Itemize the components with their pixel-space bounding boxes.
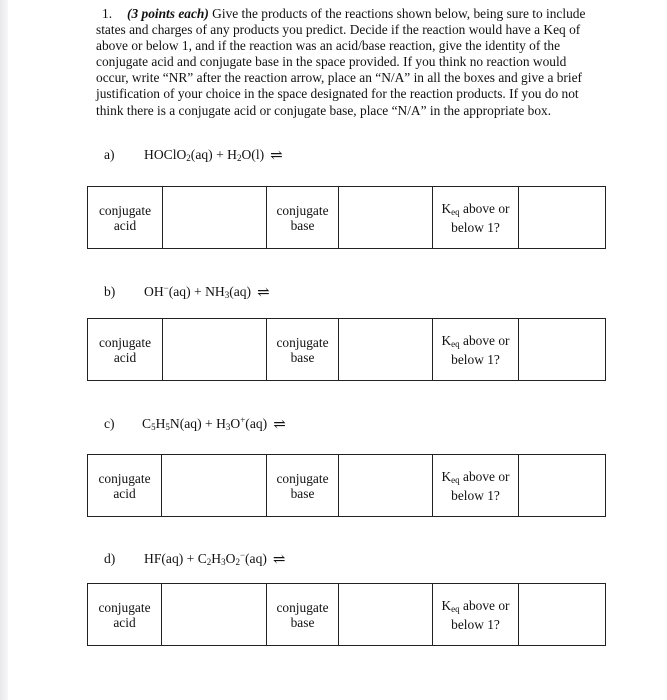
part-letter: b) — [104, 284, 116, 299]
conjugate-acid-label: conjugate acid — [88, 584, 162, 646]
conjugate-base-answer-box[interactable] — [339, 187, 433, 249]
question-number: 1. — [102, 6, 113, 21]
keq-answer-box[interactable] — [519, 455, 606, 517]
conjugate-acid-answer-box[interactable] — [162, 584, 267, 646]
part-d-reaction — [104, 550, 286, 569]
keq-answer-box[interactable] — [519, 584, 606, 646]
part-a-reaction — [104, 146, 283, 165]
answer-table-a — [87, 186, 606, 249]
question-body: Give the products of the reactions shown below, being sure to include states and charges of any products you predict. Decide if the reaction would have a Keq of above or below 1, and if the reaction was an acid/base reaction, give the identity of the conjugate acid and conjugate base in the space provided. If you think no reaction would occur, write “NR” after the reaction arrow, place an “N/A” in all the boxes and give a brief justification of your choice in the space designated for the reaction products. If you do not think there is a conjugate acid or conjugate base, place “N/A” in the appropriate box. — [96, 6, 586, 118]
page-edge-shadow — [0, 0, 8, 700]
equilibrium-arrow-icon: ⇌ — [270, 148, 283, 164]
keq-answer-box[interactable] — [519, 187, 606, 249]
conjugate-base-answer-box[interactable] — [339, 319, 433, 381]
conjugate-base-answer-box[interactable] — [339, 455, 433, 517]
part-b-reaction — [104, 283, 270, 302]
conjugate-acid-label: conjugate acid — [88, 187, 163, 249]
equilibrium-arrow-icon: ⇌ — [257, 285, 270, 301]
reaction-equation: $HF(aq) + C_2H_3O_2^-(aq)$ — [144, 550, 267, 567]
answer-table-c — [87, 454, 606, 517]
keq-label: $K_{eq}$ above or below 1? — [433, 584, 519, 646]
conjugate-acid-label: conjugate acid — [88, 319, 163, 381]
reaction-equation: $C_5H_5N(aq) + H_3O^+(aq)$ — [142, 415, 268, 432]
part-letter: c) — [104, 416, 115, 431]
points-label: (3 points each) — [127, 6, 209, 21]
equilibrium-arrow-icon: ⇌ — [272, 552, 286, 568]
part-letter: a) — [104, 147, 115, 162]
conjugate-base-answer-box[interactable] — [339, 584, 433, 646]
keq-label: $K_{eq}$ above or below 1? — [433, 319, 519, 381]
reaction-equation: $OH^-(aq) + NH_3(aq)$ — [144, 283, 252, 300]
answer-table-d — [87, 583, 606, 646]
conjugate-base-label: conjugate base — [267, 584, 339, 646]
conjugate-acid-answer-box[interactable] — [162, 455, 267, 517]
keq-label: $K_{eq}$ above or below 1? — [433, 187, 519, 249]
equilibrium-arrow-icon: ⇌ — [273, 417, 286, 433]
reaction-equation: HOClO$_2$(aq) + $H_2O(l)$ — [144, 147, 265, 163]
part-letter: d) — [104, 551, 116, 566]
conjugate-base-label: conjugate base — [267, 187, 339, 249]
conjugate-acid-label: conjugate acid — [88, 455, 162, 517]
conjugate-base-label: conjugate base — [267, 455, 339, 517]
conjugate-base-label: conjugate base — [267, 319, 339, 381]
conjugate-acid-answer-box[interactable] — [163, 319, 267, 381]
part-c-reaction — [104, 415, 286, 434]
keq-label: $K_{eq}$ above or below 1? — [433, 455, 519, 517]
conjugate-acid-answer-box[interactable] — [163, 187, 267, 249]
answer-table-b — [87, 318, 606, 381]
keq-answer-box[interactable] — [519, 319, 606, 381]
question-text — [96, 6, 586, 119]
